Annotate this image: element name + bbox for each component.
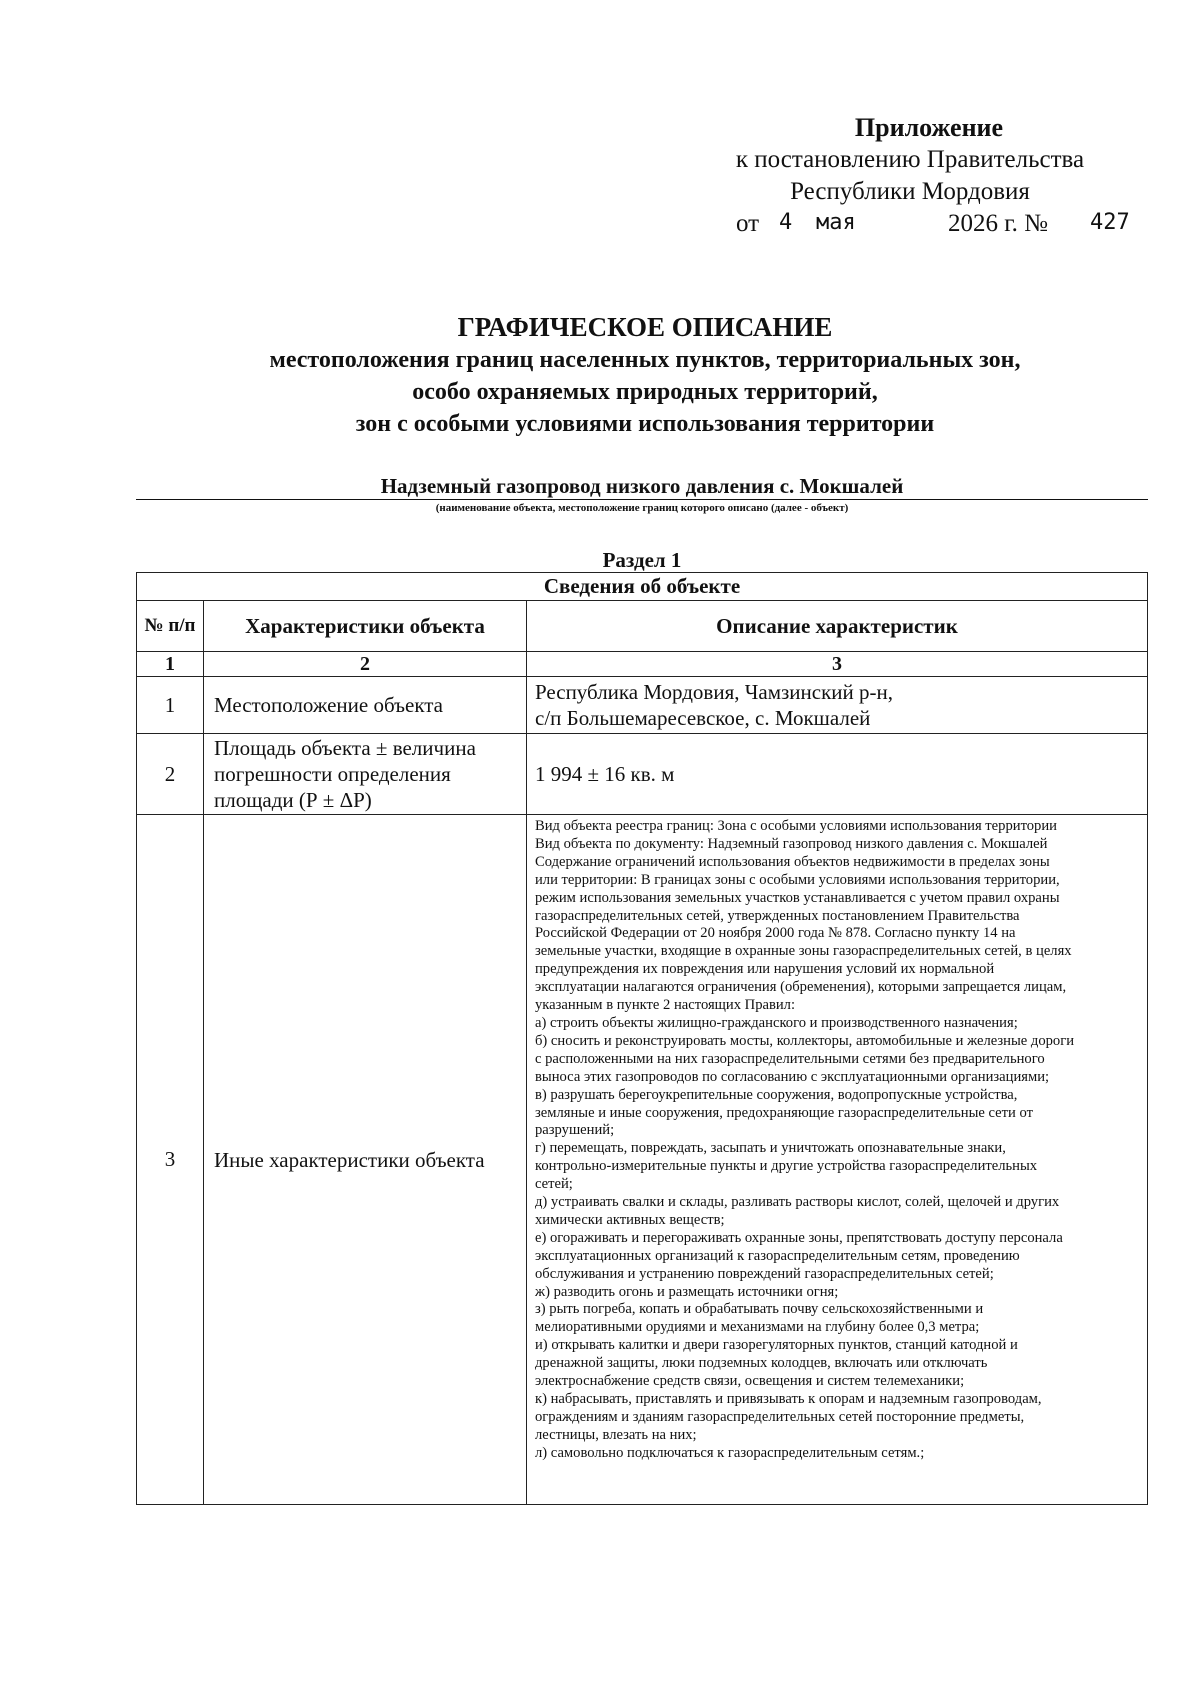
appendix-title: Приложение <box>854 113 1004 142</box>
object-info-table <box>136 572 1148 1505</box>
restriction-line: химически активных веществ; <box>535 1211 725 1228</box>
restriction-line: обслуживания и устранению повреждений газораспределительных сетей; <box>535 1265 994 1282</box>
appendix-date-line <box>700 208 1130 242</box>
restriction-line: б) сносить и реконструировать мосты, коллекторы, автомобильные и железные дороги <box>535 1032 1075 1049</box>
column-index-row <box>137 652 1148 677</box>
restriction-line: Российской Федерации от 20 ноября 2000 года № 878. Согласно пункту 14 на <box>535 925 1016 942</box>
description-line: Республика Мордовия, Чамзинский р-н, <box>535 680 893 704</box>
document-title-main: ГРАФИЧЕСКОЕ ОПИСАНИЕ <box>457 312 833 342</box>
date-month: мая <box>816 210 856 235</box>
row-characteristic: Местоположение объекта <box>204 677 527 734</box>
object-name-block <box>136 474 1148 515</box>
row-description-restrictions <box>527 815 1148 1505</box>
restriction-line: з) рыть погреба, копать и обрабатывать почву сельскохозяйственными и <box>535 1301 984 1318</box>
appendix-line-2: Республики Мордовия <box>790 178 1030 205</box>
object-name: Надземный газопровод низкого давления с. Мокшалей <box>380 474 904 498</box>
restriction-line: или территории: В границах зоны с особыми условиями использования территории, <box>535 871 1060 888</box>
restriction-line: контрольно-измерительные пункты и другие устройства газораспределительных <box>535 1158 1038 1175</box>
column-index-2: 2 <box>204 652 527 677</box>
restriction-line: режим использования земельных участков устанавливается с учетом правил охраны <box>535 889 1060 906</box>
restriction-line: ж) разводить огонь и размещать источники огня; <box>535 1283 839 1300</box>
date-day: 4 <box>779 210 793 235</box>
restriction-line: земляные и иные сооружения, предохраняющие газораспределительные сети от <box>535 1104 1033 1121</box>
restriction-line: дренажной защиты, люки подземных колодцев, включать или отключать <box>535 1355 988 1372</box>
restriction-line: электроснабжение средств связи, освещения и систем телемеханики; <box>535 1373 965 1390</box>
column-index-3: 3 <box>527 652 1148 677</box>
table-row <box>137 815 1148 1505</box>
row-number: 2 <box>137 734 204 815</box>
document-title-line-3: зон с особыми условиями использования территории <box>355 411 935 437</box>
table-caption: Сведения об объекте <box>137 573 1148 601</box>
document-title <box>0 310 1200 440</box>
description-line: с/п Большемаресевское, с. Мокшалей <box>535 706 871 730</box>
row-characteristic: Иные характеристики объекта <box>204 815 527 1505</box>
table-row <box>137 677 1148 734</box>
characteristic-line: Площадь объекта ± величина <box>214 736 476 760</box>
header-characteristic: Характеристики объекта <box>204 601 527 652</box>
resolution-number: 427 <box>1090 210 1130 235</box>
row-number: 3 <box>137 815 204 1505</box>
restriction-line: л) самовольно подключаться к газораспределительным сетям.; <box>535 1444 925 1461</box>
appendix-line-1: к постановлению Правительства <box>735 146 1085 173</box>
restriction-line: в) разрушать берегоукрепительные сооружения, водопропускные устройства, <box>535 1086 1018 1103</box>
restriction-line: д) устраивать свалки и склады, разливать растворы кислот, солей, щелочей и других <box>535 1194 1060 1211</box>
restriction-line: Вид объекта реестра границ: Зона с особыми условиями использования территории <box>535 818 1057 834</box>
restriction-line: газораспределительных сетей, утвержденных постановлением Правительства <box>535 907 1020 924</box>
restriction-line: эксплуатации налагаются ограничения (обременения), которыми запрещается лицам, <box>535 979 1067 996</box>
restriction-line: эксплуатационных организаций к газораспределительным сетям, проведению <box>535 1247 1020 1264</box>
document-title-line-2: особо охраняемых природных территорий, <box>412 379 878 405</box>
restriction-line: мелиоративными орудиями и механизмами на глубину более 0,3 метра; <box>535 1319 980 1336</box>
restriction-line: разрушений; <box>535 1122 615 1139</box>
object-name-underline <box>136 499 1148 500</box>
table-header-row <box>137 601 1148 652</box>
object-name-hint: (наименование объекта, местоположение границ которого описано (далее - объект) <box>435 502 849 514</box>
restriction-line: земельные участки, входящие в охранные зоны газораспределительных сетей, в целях <box>535 943 1072 960</box>
restriction-line: выноса этих газопроводов по согласованию с эксплуатационными организациями; <box>535 1068 1050 1085</box>
header-number: № п/п <box>137 601 204 652</box>
characteristic-line: площади (Р ± ΔР) <box>214 788 372 812</box>
date-year-label: 2026 г. № <box>948 210 1049 237</box>
restriction-line: указанным в пункте 2 настоящих Правил: <box>535 997 796 1014</box>
restriction-line: Вид объекта по документу: Надземный газопровод низкого давления с. Мокшалей <box>535 835 1048 852</box>
row-description: 1 994 ± 16 кв. м <box>527 734 1148 815</box>
restriction-line: предупреждения их повреждения или нарушения условий их нормальной <box>535 961 995 978</box>
restriction-line: е) огораживать и перегораживать охранные зоны, препятствовать доступу персонала <box>535 1229 1063 1246</box>
restriction-line: ограждениям и зданиям газораспределительных сетей посторонние предметы, <box>535 1408 1025 1425</box>
restriction-line: к) набрасывать, приставлять и привязывать к опорам и надземным газопроводам, <box>535 1391 1042 1407</box>
restriction-line: лестницы, влезать на них; <box>535 1426 697 1443</box>
restriction-line: и) открывать калитки и двери газорегуляторных пунктов, станций катодной и <box>535 1337 1018 1354</box>
table-caption-row <box>137 573 1148 601</box>
restriction-line: сетей; <box>535 1176 573 1193</box>
section-title: Раздел 1 <box>602 548 682 572</box>
characteristic-line: погрешности определения <box>214 762 451 786</box>
table-row <box>137 734 1148 815</box>
date-prefix: от <box>736 210 760 237</box>
header-description: Описание характеристик <box>527 601 1148 652</box>
restriction-line: а) строить объекты жилищно-гражданского и производственного назначения; <box>535 1014 1018 1031</box>
row-description <box>527 677 1148 734</box>
document-title-line-1: местоположения границ населенных пунктов, территориальных зон, <box>269 347 1021 373</box>
column-index-1: 1 <box>137 652 204 677</box>
restriction-line: г) перемещать, повреждать, засыпать и уничтожать опознавательные знаки, <box>535 1140 1006 1157</box>
row-number: 1 <box>137 677 204 734</box>
restriction-line: с расположенными на них газораспределительными сетями без предварительного <box>535 1050 1045 1067</box>
appendix-block <box>700 112 1130 242</box>
restriction-line: Содержание ограничений использования объектов недвижимости в пределах зоны <box>535 853 1050 870</box>
row-characteristic <box>204 734 527 815</box>
